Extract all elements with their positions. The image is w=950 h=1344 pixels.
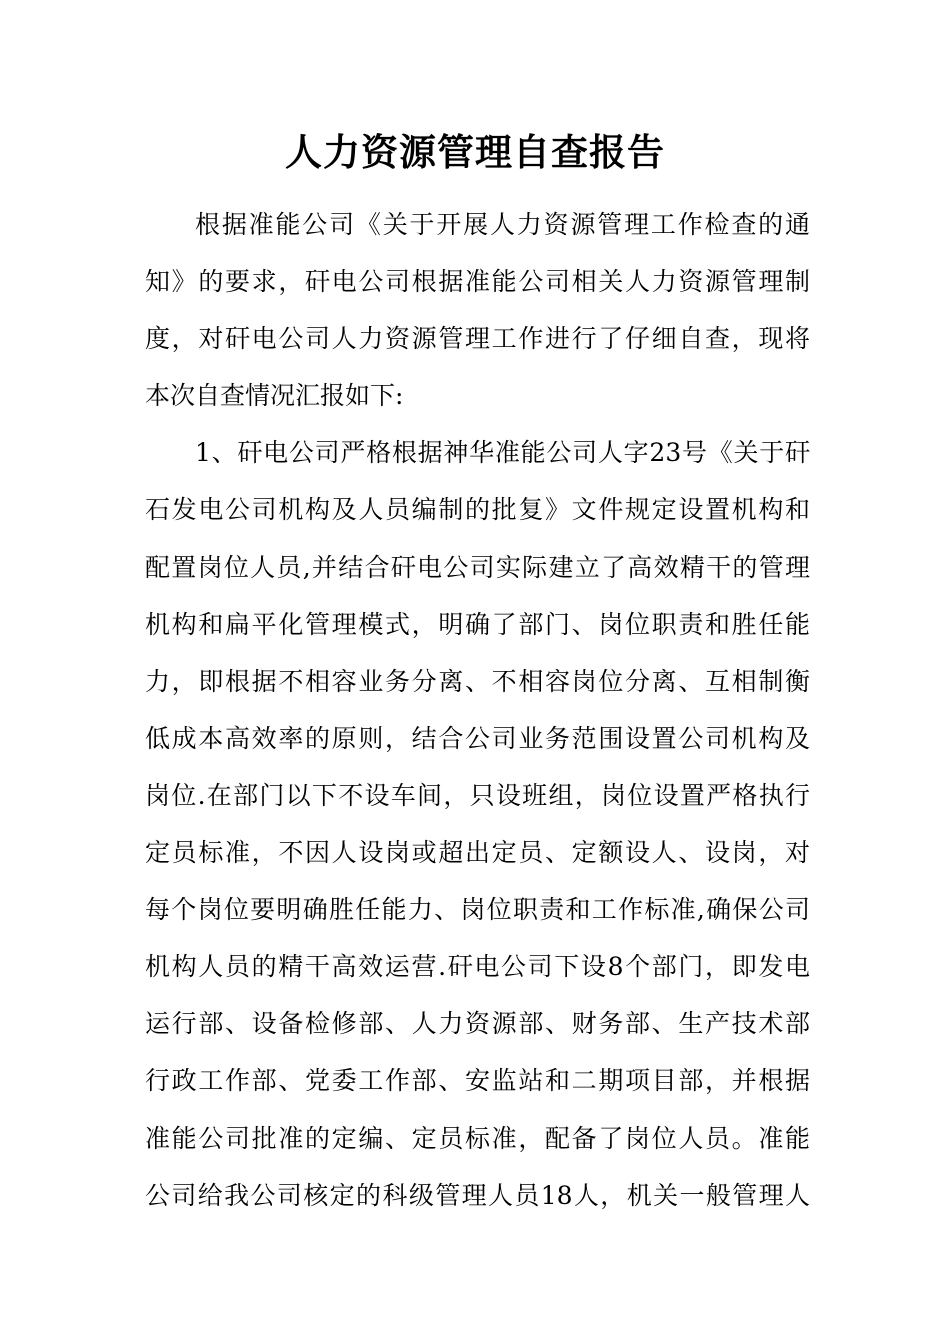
paragraph-1-line-2: 知》的要求，矸电公司根据准能公司相关人力资源管理制: [145, 267, 810, 297]
paragraph-2-line-8: 定员标准，不因人设岗或超出定员、定额设人、设岗，对: [145, 838, 810, 868]
document-body: [145, 196, 810, 1224]
paragraph-2-line-11: 运行部、设备检修部、人力资源部、财务部、生产技术部: [145, 1009, 810, 1039]
paragraph-1-line-4: 本次自查情况汇报如下:: [145, 381, 404, 411]
paragraph-2-line-2: 石发电公司机构及人员编制的批复》文件规定设置机构和: [145, 495, 810, 525]
document-title: 人力资源管理自查报告: [285, 130, 665, 174]
paragraph-2-line-9: 每个岗位要明确胜任能力、岗位职责和工作标准,确保公司: [145, 895, 810, 925]
paragraph-2-line-7: 岗位.在部门以下不设车间，只设班组，岗位设置严格执行: [145, 780, 810, 810]
paragraph-2-line-4: 机构和扁平化管理模式，明确了部门、岗位职责和胜任能: [145, 609, 810, 639]
paragraph-2-line-6: 低成本高效率的原则，结合公司业务范围设置公司机构及: [145, 723, 810, 753]
paragraph-2-line-5: 力，即根据不相容业务分离、不相容岗位分离、互相制衡: [145, 666, 810, 696]
paragraph-1-line-1: 根据准能公司《关于开展人力资源管理工作检查的通: [195, 210, 810, 239]
paragraph-2-line-12: 行政工作部、党委工作部、安监站和二期项目部，并根据: [145, 1066, 810, 1096]
paragraph-2-line-3: 配置岗位人员,并结合矸电公司实际建立了高效精干的管理: [145, 552, 810, 582]
paragraph-2-line-13: 准能公司批准的定编、定员标准，配备了岗位人员。准能: [145, 1123, 810, 1153]
paragraph-2-line-14: 公司给我公司核定的科级管理人员18人，机关一般管理人: [145, 1180, 810, 1210]
paragraph-2-line-10: 机构人员的精干高效运营.矸电公司下设8个部门，即发电: [145, 952, 810, 982]
paragraph-2-line-1: 1、矸电公司严格根据神华准能公司人字23号《关于矸: [195, 438, 810, 468]
paragraph-1-line-3: 度，对矸电公司人力资源管理工作进行了仔细自查，现将: [145, 324, 810, 354]
